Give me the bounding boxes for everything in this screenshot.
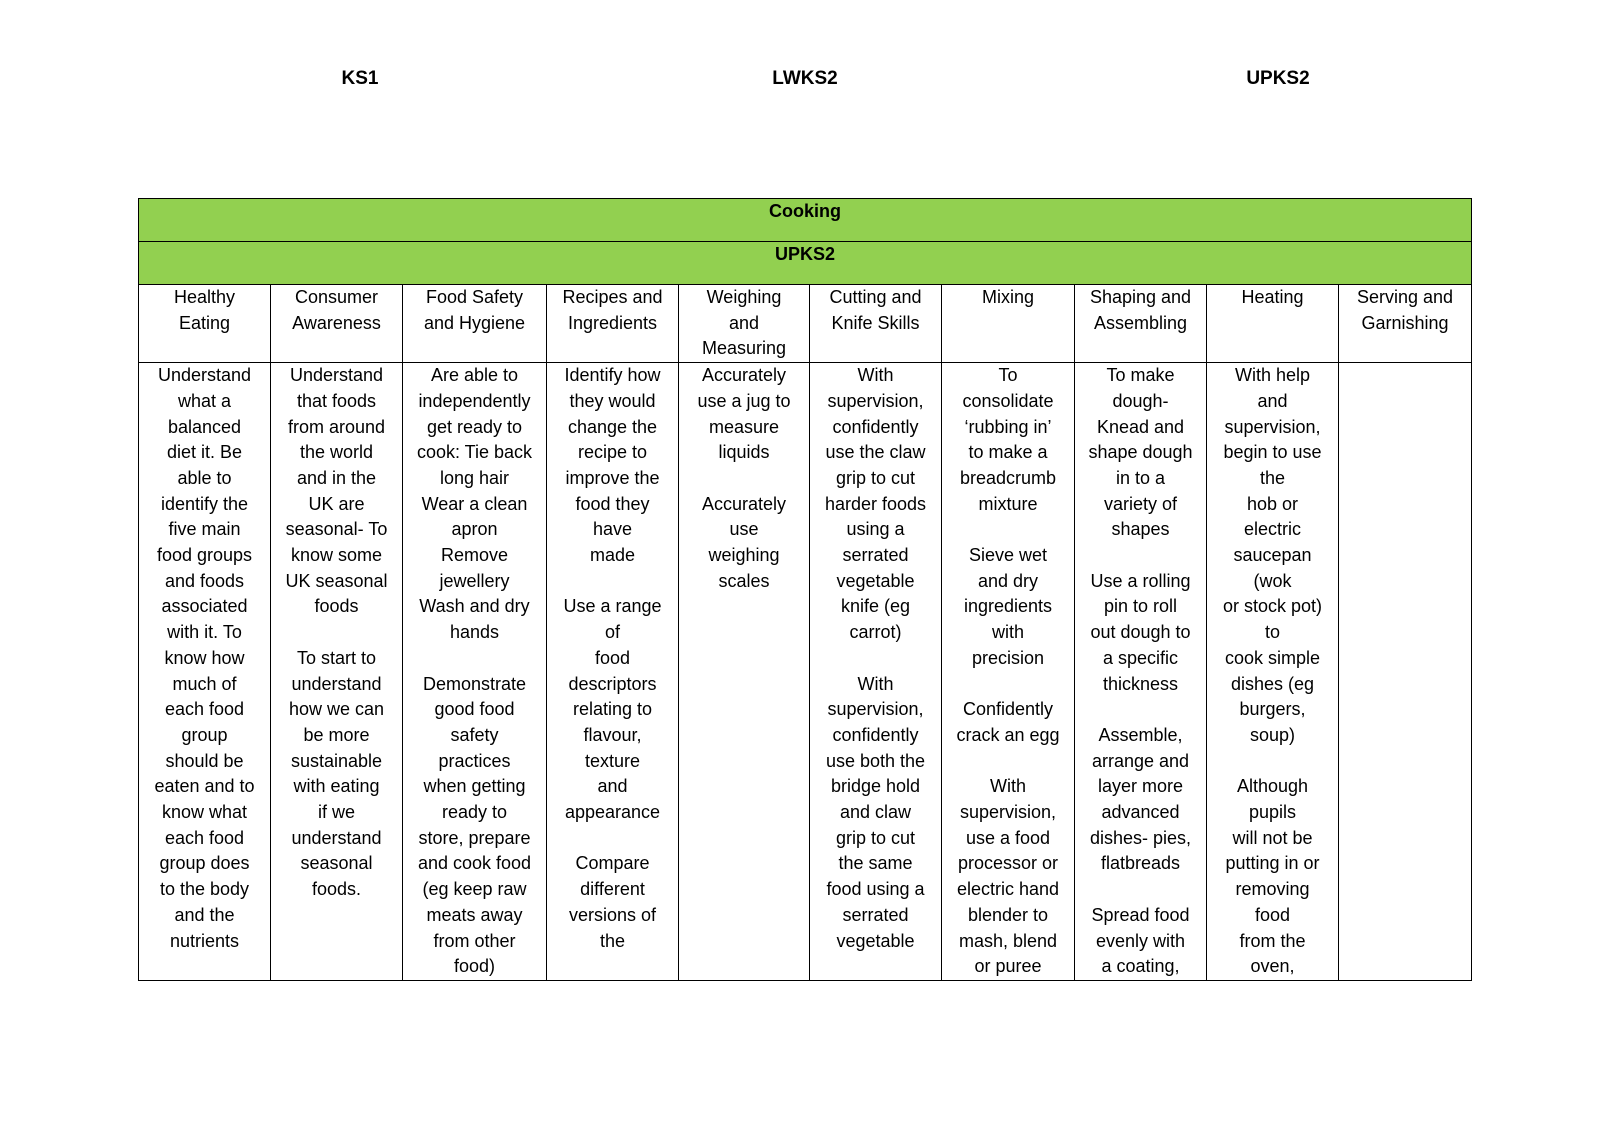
header-recipes: Recipes and Ingredients	[547, 285, 679, 363]
cooking-curriculum-table	[138, 198, 1472, 981]
header-heating: Heating	[1207, 285, 1339, 363]
cell-consumer-awareness: Understand that foods from around the world and in the UK are seasonal- To know some UK seasonal foods To start to understand how we can be more sustainable with eating if we understand seasonal foods.	[271, 363, 403, 981]
upks2-link[interactable]: UPKS2	[1246, 68, 1310, 89]
header-weighing: Weighing and Measuring	[679, 285, 810, 363]
header-mixing: Mixing	[942, 285, 1075, 363]
header-consumer-awareness: Consumer Awareness	[271, 285, 403, 363]
cell-serving	[1339, 363, 1472, 981]
header-shaping: Shaping and Assembling	[1075, 285, 1207, 363]
header-cutting: Cutting and Knife Skills	[810, 285, 942, 363]
cell-weighing: Accurately use a jug to measure liquids Accurately use weighing scales	[679, 363, 810, 981]
header-food-safety: Food Safety and Hygiene	[403, 285, 547, 363]
cell-recipes: Identify how they would change the recipe to improve the food they have made Use a range of food descriptors relating to flavour, texture and appearance Compare different versions of the	[547, 363, 679, 981]
lwks2-link[interactable]: LWKS2	[772, 68, 838, 89]
header-healthy-eating: Healthy Eating	[139, 285, 271, 363]
cell-healthy-eating: Understand what a balanced diet it. Be able to identify the five main food groups and foods associated with it. To know how much of each food group should be eaten and to know what each food group does to the body and the nutrients	[139, 363, 271, 981]
table-subtitle: UPKS2	[139, 242, 1472, 285]
cell-mixing: To consolidate ‘rubbing in’ to make a breadcrumb mixture Sieve wet and dry ingredients with precision Confidently crack an egg With supervision, use a food processor or electric hand blender to mash, blend or puree	[942, 363, 1075, 981]
table-title: Cooking	[139, 199, 1472, 242]
cell-food-safety: Are able to independently get ready to cook: Tie back long hair Wear a clean apron Remove jewellery Wash and dry hands Demonstrate good food safety practices when getting ready to store, prepare and cook food (eg keep raw meats away from other food)	[403, 363, 547, 981]
cell-heating: With help and supervision, begin to use the hob or electric saucepan (wok or stock pot) to cook simple dishes (eg burgers, soup) Although pupils will not be putting in or removing food from the oven,	[1207, 363, 1339, 981]
header-serving: Serving and Garnishing	[1339, 285, 1472, 363]
cell-shaping: To make dough- Knead and shape dough in to a variety of shapes Use a rolling pin to roll out dough to a specific thickness Assemble, arrange and layer more advanced dishes- pies, flatbreads Spread food evenly with a coating,	[1075, 363, 1207, 981]
cell-cutting: With supervision, confidently use the claw grip to cut harder foods using a serrated vegetable knife (eg carrot) With supervision, confidently use both the bridge hold and claw grip to cut the same food using a serrated vegetable	[810, 363, 942, 981]
ks1-link[interactable]: KS1	[341, 68, 379, 89]
